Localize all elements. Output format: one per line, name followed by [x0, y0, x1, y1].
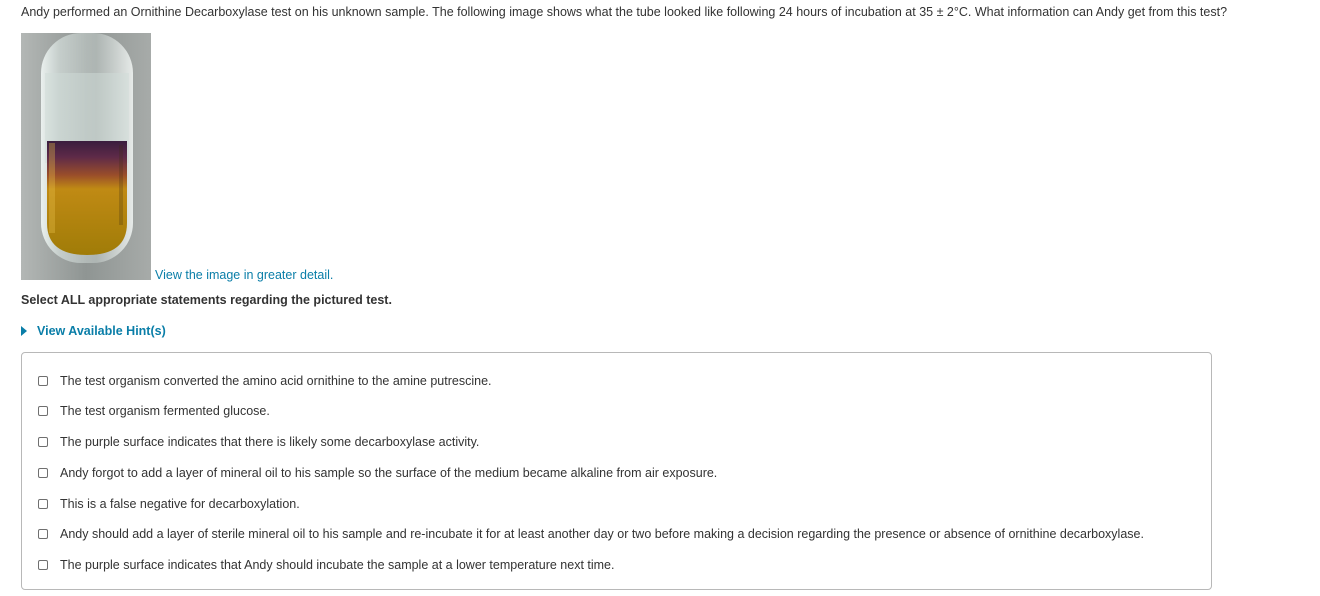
question-text: Andy performed an Ornithine Decarboxylase test on his unknown sample. The following image shows what the tube looked like following 24 hours of incubation at 35 ± 2°C. What information can Andy get from this test?	[21, 5, 1228, 19]
option-label: Andy should add a layer of sterile mineral oil to his sample and re-incubate it for at least another day or two before making a decision regarding the presence or absence of ornithine decarboxylase.	[60, 527, 1144, 541]
checkbox[interactable]	[38, 499, 48, 509]
option-label: The purple surface indicates that there is likely some decarboxylase activity.	[60, 435, 480, 449]
option-label: The purple surface indicates that Andy should incubate the sample at a lower temperature next time.	[60, 558, 615, 572]
answer-option[interactable]	[38, 374, 492, 388]
answer-option[interactable]	[38, 404, 270, 418]
option-label: The test organism converted the amino acid ornithine to the amine putrescine.	[60, 374, 492, 388]
checkbox[interactable]	[38, 406, 48, 416]
instruction-text: Select ALL appropriate statements regarding the pictured test.	[21, 293, 392, 307]
view-hints-toggle[interactable]	[21, 324, 166, 338]
checkbox[interactable]	[38, 560, 48, 570]
answer-option[interactable]	[38, 435, 479, 449]
checkbox[interactable]	[38, 529, 48, 539]
test-tube-image[interactable]	[21, 33, 151, 280]
option-label: The test organism fermented glucose.	[60, 404, 270, 418]
option-label: This is a false negative for decarboxylation.	[60, 497, 300, 511]
checkbox[interactable]	[38, 468, 48, 478]
option-label: Andy forgot to add a layer of mineral oil to his sample so the surface of the medium became alkaline from air exposure.	[60, 466, 718, 480]
answer-option[interactable]	[38, 527, 1144, 541]
hint-label: View Available Hint(s)	[37, 324, 166, 338]
answer-option[interactable]	[38, 497, 300, 511]
answer-options-panel	[21, 352, 1212, 590]
caret-right-icon	[21, 326, 27, 336]
view-image-detail-link[interactable]: View the image in greater detail.	[155, 268, 334, 282]
answer-option[interactable]	[38, 466, 717, 480]
checkbox[interactable]	[38, 437, 48, 447]
answer-option[interactable]	[38, 558, 614, 572]
checkbox[interactable]	[38, 376, 48, 386]
test-tube-illustration	[21, 33, 151, 280]
